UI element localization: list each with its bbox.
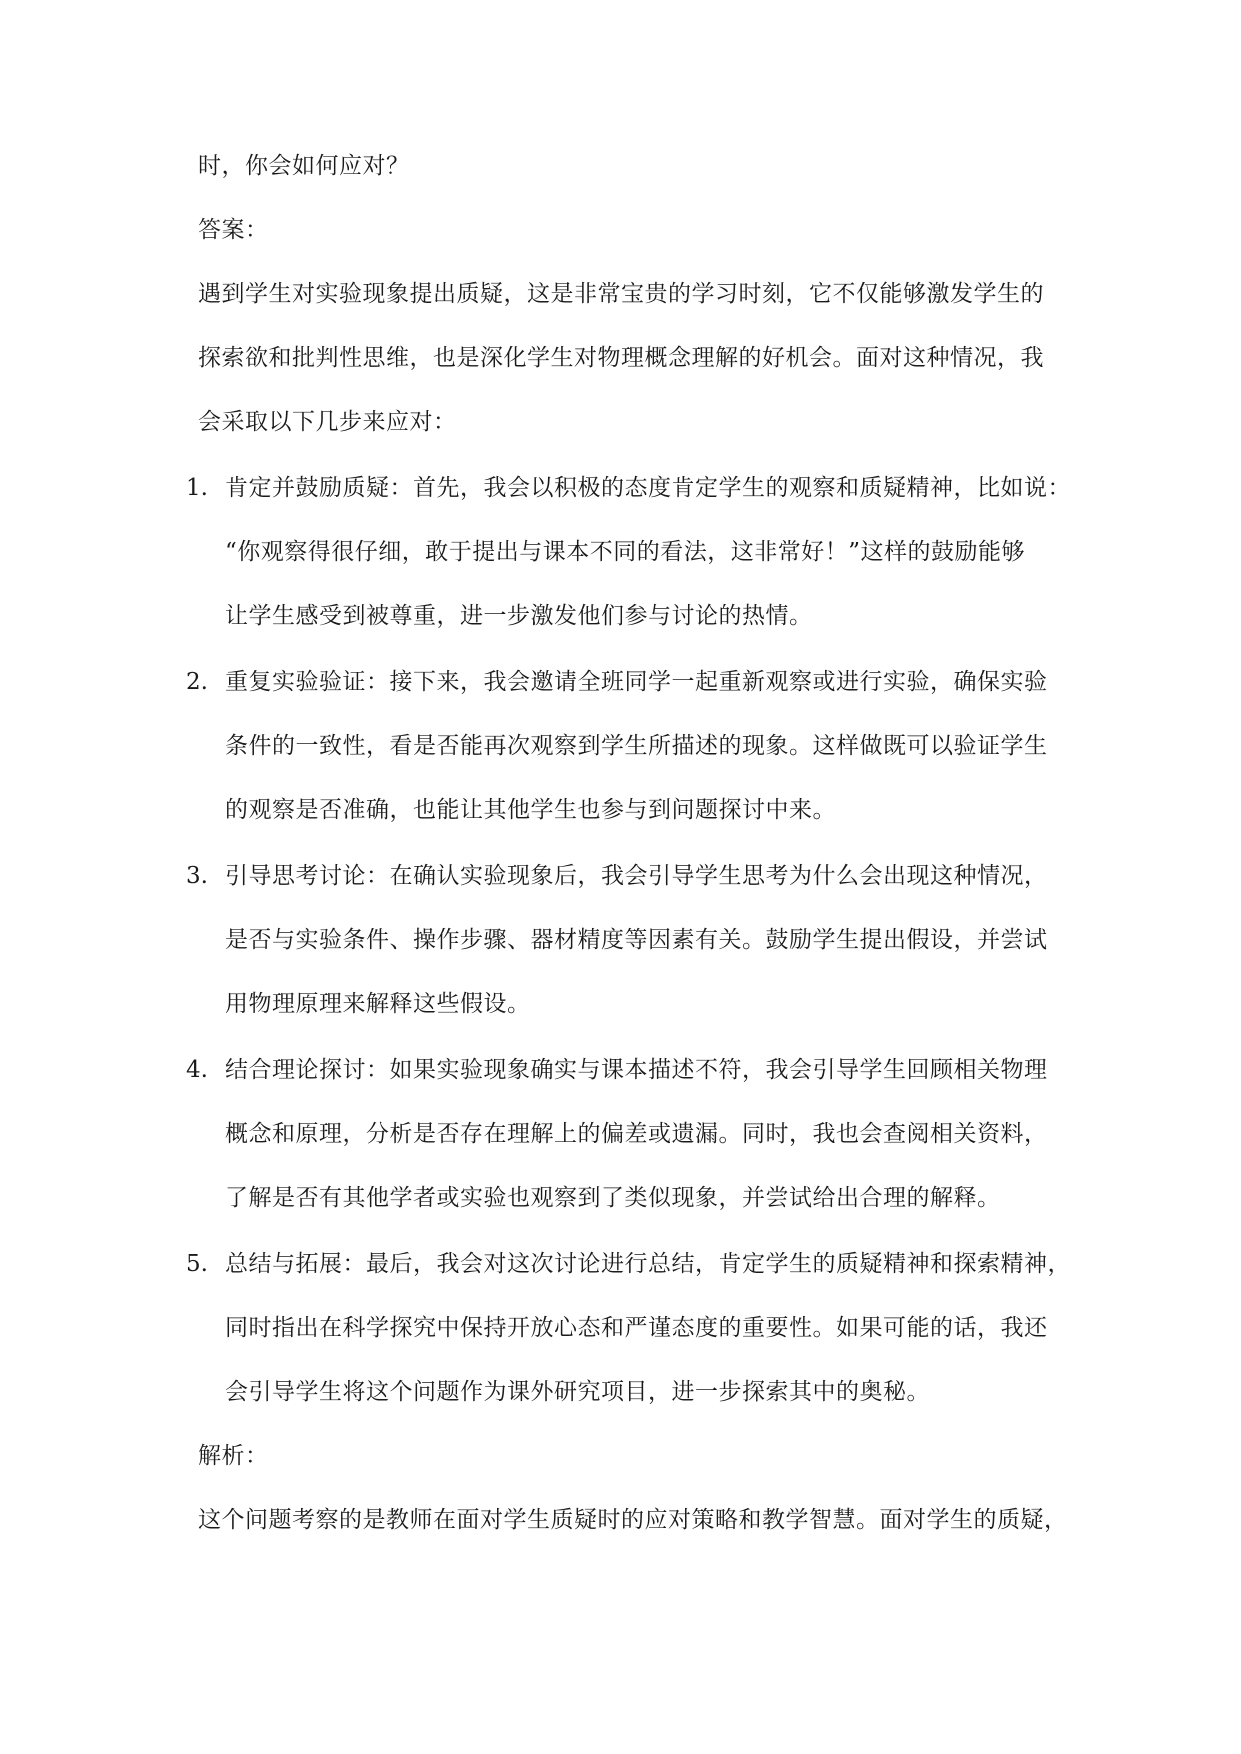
answer-intro-line: 探索欲和批判性思维，也是深化学生对物理概念理解的好机会。面对这种情况，我: [198, 345, 1044, 371]
step-number: 2.: [186, 669, 208, 695]
step-number: 1.: [186, 475, 208, 501]
step-number: 3.: [186, 863, 208, 889]
step-line: 会引导学生将这个问题作为课外研究项目，进一步探索其中的奥秘。: [225, 1379, 930, 1405]
step-line: 概念和原理，分析是否存在理解上的偏差或遗漏。同时，我也会查阅相关资料，: [225, 1121, 1048, 1147]
step-line: 同时指出在科学探究中保持开放心态和严谨态度的重要性。如果可能的话，我还: [225, 1315, 1048, 1341]
step-line: “你观察得很仔细，敢于提出与课本不同的看法，这非常好！”这样的鼓励能够: [225, 539, 1026, 565]
analysis-label: 解析：: [198, 1443, 269, 1469]
step-number: 5.: [186, 1251, 208, 1277]
step-line: 总结与拓展：最后，我会对这次讨论进行总结，肯定学生的质疑精神和探索精神，: [225, 1251, 1071, 1277]
step-line: 结合理论探讨：如果实验现象确实与课本描述不符，我会引导学生回顾相关物理: [225, 1057, 1048, 1083]
step-line: 肯定并鼓励质疑：首先，我会以积极的态度肯定学生的观察和质疑精神，比如说：: [225, 475, 1071, 501]
question-tail: 时，你会如何应对？: [198, 153, 410, 179]
answer-intro-line: 会采取以下几步来应对：: [198, 409, 457, 435]
step-line: 是否与实验条件、操作步骤、器材精度等因素有关。鼓励学生提出假设，并尝试: [225, 927, 1048, 953]
step-line: 引导思考讨论：在确认实验现象后，我会引导学生思考为什么会出现这种情况，: [225, 863, 1048, 889]
step-line: 用物理原理来解释这些假设。: [225, 991, 531, 1017]
step-line: 条件的一致性，看是否能再次观察到学生所描述的现象。这样做既可以验证学生: [225, 733, 1048, 759]
step-line: 了解是否有其他学者或实验也观察到了类似现象，并尝试给出合理的解释。: [225, 1185, 1001, 1211]
step-number: 4.: [186, 1057, 208, 1083]
answer-label: 答案：: [198, 217, 269, 243]
answer-intro-line: 遇到学生对实验现象提出质疑，这是非常宝贵的学习时刻，它不仅能够激发学生的: [198, 281, 1044, 307]
analysis-line: 这个问题考察的是教师在面对学生质疑时的应对策略和教学智慧。面对学生的质疑，: [198, 1507, 1068, 1533]
step-line: 的观察是否准确，也能让其他学生也参与到问题探讨中来。: [225, 797, 836, 823]
step-line: 重复实验验证：接下来，我会邀请全班同学一起重新观察或进行实验，确保实验: [225, 669, 1048, 695]
step-line: 让学生感受到被尊重，进一步激发他们参与讨论的热情。: [225, 603, 813, 629]
